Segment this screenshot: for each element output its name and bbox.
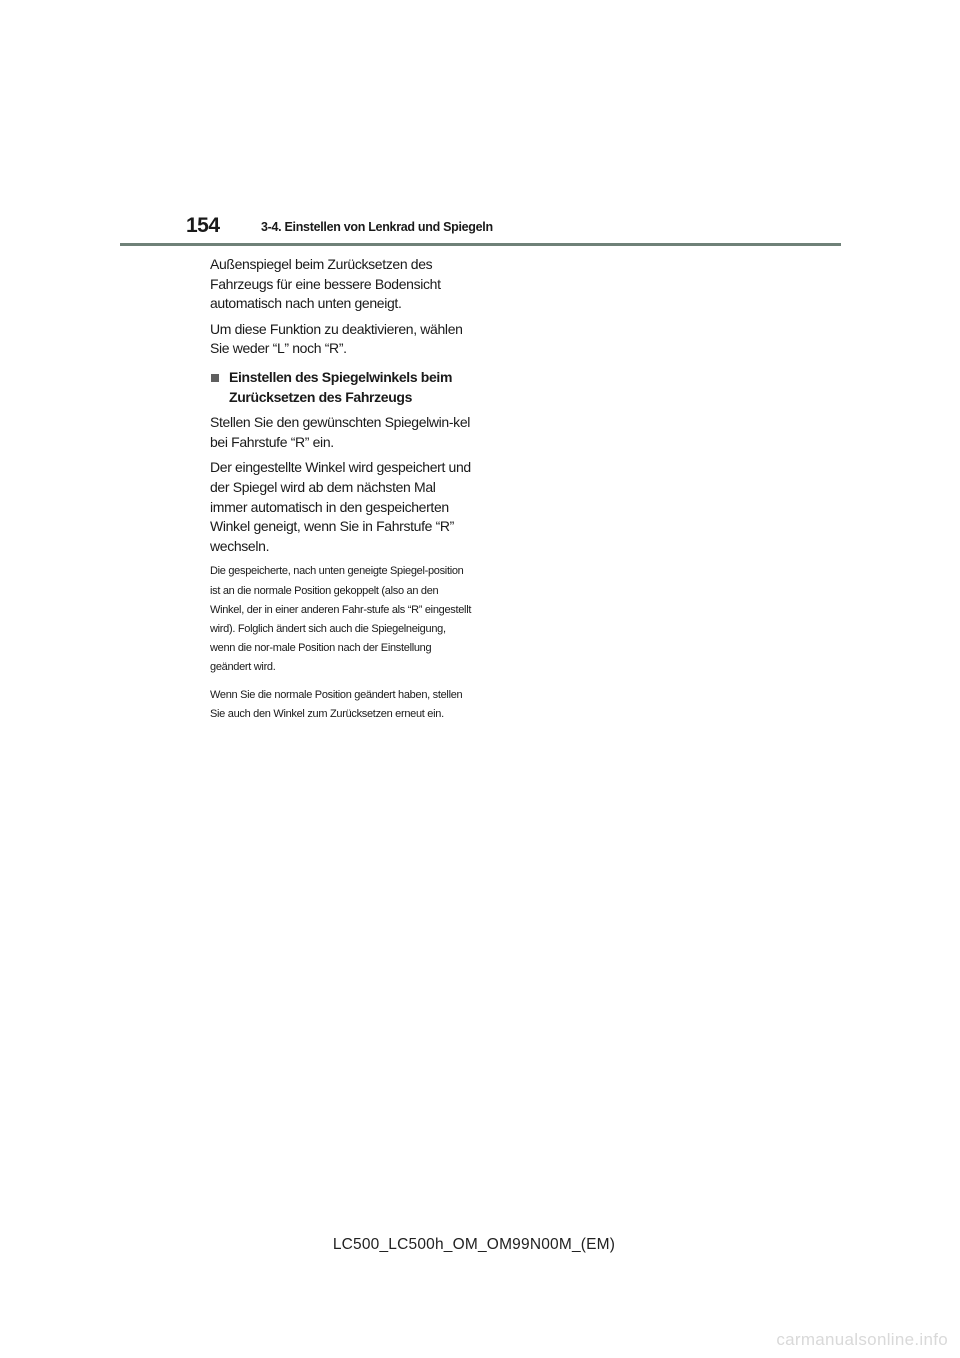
note-readjust: Wenn Sie die normale Position geändert haben, stellen Sie auch den Winkel zum Zurücksetzen erneut ein.	[210, 688, 463, 720]
note-linked-position: Die gespeicherte, nach unten geneigte Spiegel-position ist an die normale Position gekoppelt (also an den Winkel, der in einer anderen Fahr-stufe als “R” eingestellt wird). Folglich ändert sich auch die Spiegelneigung, wenn die nor-male Position nach der Einstellung geändert wird.	[210, 565, 472, 674]
header-divider	[120, 243, 841, 246]
main-content	[210, 255, 472, 732]
paragraph-deactivate: Um diese Funktion zu deaktivieren, wählen Sie weder “L” noch “R”.	[210, 320, 463, 357]
section-title: 3-4. Einstellen von Lenkrad und Spiegeln	[261, 220, 493, 234]
paragraph-stored-angle: Der eingestellte Winkel wird gespeichert und der Spiegel wird ab dem nächsten Mal immer automatisch in den gespeicherten Winkel geneigt, wenn Sie in Fahrstufe “R” wechseln.	[210, 459, 471, 554]
square-bullet-icon	[211, 374, 219, 382]
page-number: 154	[186, 214, 220, 237]
paragraph-set-angle: Stellen Sie den gewünschten Spiegelwin-kel bei Fahrstufe “R” ein.	[210, 414, 471, 450]
watermark: carmanualsonline.info	[776, 1330, 948, 1349]
section-heading	[210, 368, 472, 407]
section-heading-text: Einstellen des Spiegelwinkels beim Zurücksetzen des Fahrzeugs	[229, 368, 453, 405]
document-code: LC500_LC500h_OM_OM99N00M_(EM)	[332, 1236, 616, 1253]
paragraph-mirror-tilt: Außenspiegel beim Zurücksetzen des Fahrzeugs für eine bessere Bodensicht automatisch nach unten geneigt.	[210, 256, 441, 312]
